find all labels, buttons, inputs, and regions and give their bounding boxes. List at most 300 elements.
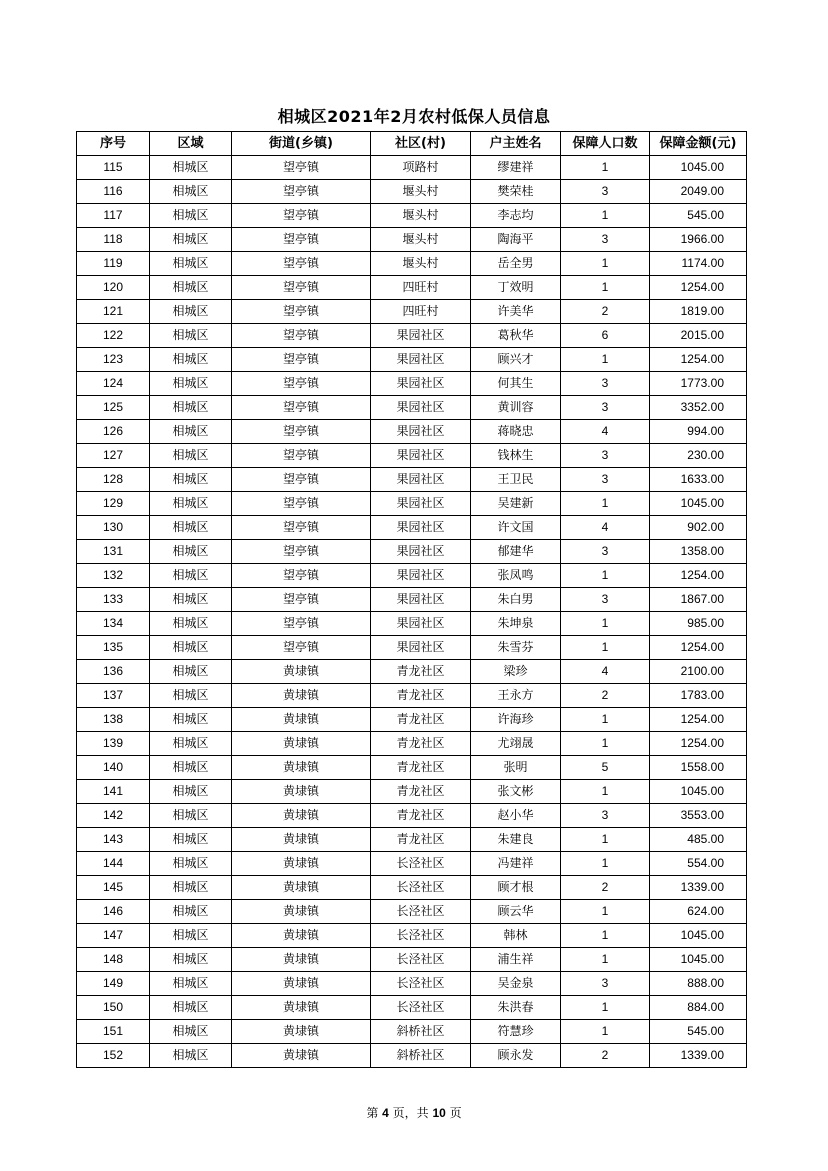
table-row: [77, 372, 747, 396]
street-cell: 望亭镇: [232, 396, 371, 420]
householder-cell: 浦生祥: [471, 948, 561, 972]
amount-cell: 3352.00: [650, 396, 747, 420]
region-cell: 相城区: [150, 516, 232, 540]
region-cell: 相城区: [150, 996, 232, 1020]
householder-cell: 许美华: [471, 300, 561, 324]
street-cell: 望亭镇: [232, 276, 371, 300]
region-cell: 相城区: [150, 828, 232, 852]
index-cell: 128: [77, 468, 150, 492]
street-cell: 望亭镇: [232, 180, 371, 204]
index-cell: 146: [77, 900, 150, 924]
document-title: 相城区2021年2月农村低保人员信息: [277, 107, 551, 126]
street-cell: 望亭镇: [232, 324, 371, 348]
householder-cell: 黄训容: [471, 396, 561, 420]
region-cell: 相城区: [150, 900, 232, 924]
region-cell: 相城区: [150, 156, 232, 180]
region-cell: 相城区: [150, 372, 232, 396]
people-count-cell: 1: [561, 780, 650, 804]
people-count-cell: 4: [561, 660, 650, 684]
amount-cell: 545.00: [650, 1020, 747, 1044]
street-cell: 黄埭镇: [232, 660, 371, 684]
street-cell: 黄埭镇: [232, 1020, 371, 1044]
community-cell: 青龙社区: [371, 708, 471, 732]
community-cell: 果园社区: [371, 564, 471, 588]
people-count-cell: 3: [561, 372, 650, 396]
householder-cell: 樊荣桂: [471, 180, 561, 204]
householder-cell: 王卫民: [471, 468, 561, 492]
people-count-cell: 3: [561, 180, 650, 204]
index-cell: 151: [77, 1020, 150, 1044]
amount-cell: 1819.00: [650, 300, 747, 324]
street-cell: 望亭镇: [232, 468, 371, 492]
people-count-cell: 1: [561, 828, 650, 852]
region-cell: 相城区: [150, 948, 232, 972]
street-cell: 黄埭镇: [232, 924, 371, 948]
region-cell: 相城区: [150, 684, 232, 708]
amount-cell: 545.00: [650, 204, 747, 228]
community-cell: 果园社区: [371, 420, 471, 444]
street-cell: 黄埭镇: [232, 876, 371, 900]
column-header-street: 街道(乡镇): [232, 132, 371, 156]
street-cell: 望亭镇: [232, 444, 371, 468]
index-cell: 130: [77, 516, 150, 540]
people-count-cell: 1: [561, 900, 650, 924]
region-cell: 相城区: [150, 732, 232, 756]
index-cell: 118: [77, 228, 150, 252]
householder-cell: 李志均: [471, 204, 561, 228]
index-cell: 138: [77, 708, 150, 732]
index-cell: 115: [77, 156, 150, 180]
street-cell: 黄埭镇: [232, 828, 371, 852]
region-cell: 相城区: [150, 1044, 232, 1068]
householder-cell: 许海珍: [471, 708, 561, 732]
people-count-cell: 6: [561, 324, 650, 348]
householder-cell: 吴金泉: [471, 972, 561, 996]
community-cell: 四旺村: [371, 300, 471, 324]
region-cell: 相城区: [150, 804, 232, 828]
region-cell: 相城区: [150, 612, 232, 636]
table-row: [77, 996, 747, 1020]
footer-total-pages: 10: [432, 1106, 446, 1120]
community-cell: 堰头村: [371, 204, 471, 228]
table-row: [77, 204, 747, 228]
street-cell: 望亭镇: [232, 492, 371, 516]
table-row: [77, 252, 747, 276]
amount-cell: 624.00: [650, 900, 747, 924]
amount-cell: 2049.00: [650, 180, 747, 204]
amount-cell: 985.00: [650, 612, 747, 636]
street-cell: 望亭镇: [232, 516, 371, 540]
region-cell: 相城区: [150, 444, 232, 468]
community-cell: 果园社区: [371, 636, 471, 660]
amount-cell: 1254.00: [650, 636, 747, 660]
table-row: [77, 852, 747, 876]
page-footer: [0, 1104, 828, 1121]
amount-cell: 1966.00: [650, 228, 747, 252]
amount-cell: 884.00: [650, 996, 747, 1020]
footer-suffix: 页: [445, 1106, 462, 1120]
table-row: [77, 420, 747, 444]
index-cell: 131: [77, 540, 150, 564]
householder-cell: 梁珍: [471, 660, 561, 684]
people-count-cell: 3: [561, 228, 650, 252]
table-row: [77, 588, 747, 612]
amount-cell: 1773.00: [650, 372, 747, 396]
community-cell: 果园社区: [371, 492, 471, 516]
people-count-cell: 1: [561, 156, 650, 180]
table-body: [77, 156, 747, 1068]
footer-prefix: 第: [366, 1106, 383, 1120]
people-count-cell: 1: [561, 348, 650, 372]
people-count-cell: 3: [561, 468, 650, 492]
street-cell: 黄埭镇: [232, 948, 371, 972]
people-count-cell: 5: [561, 756, 650, 780]
region-cell: 相城区: [150, 348, 232, 372]
community-cell: 青龙社区: [371, 660, 471, 684]
community-cell: 长泾社区: [371, 924, 471, 948]
amount-cell: 1254.00: [650, 708, 747, 732]
amount-cell: 1358.00: [650, 540, 747, 564]
table-row: [77, 900, 747, 924]
people-count-cell: 1: [561, 564, 650, 588]
people-count-cell: 4: [561, 516, 650, 540]
householder-cell: 顾永发: [471, 1044, 561, 1068]
index-cell: 141: [77, 780, 150, 804]
householder-cell: 郁建华: [471, 540, 561, 564]
table-row: [77, 828, 747, 852]
street-cell: 望亭镇: [232, 156, 371, 180]
street-cell: 望亭镇: [232, 612, 371, 636]
householder-cell: 朱雪芬: [471, 636, 561, 660]
householder-cell: 赵小华: [471, 804, 561, 828]
index-cell: 147: [77, 924, 150, 948]
index-cell: 140: [77, 756, 150, 780]
community-cell: 青龙社区: [371, 756, 471, 780]
index-cell: 132: [77, 564, 150, 588]
people-count-cell: 1: [561, 612, 650, 636]
community-cell: 堰头村: [371, 252, 471, 276]
region-cell: 相城区: [150, 300, 232, 324]
table-row: [77, 924, 747, 948]
table-row: [77, 156, 747, 180]
street-cell: 黄埭镇: [232, 804, 371, 828]
people-count-cell: 2: [561, 300, 650, 324]
street-cell: 望亭镇: [232, 252, 371, 276]
table-row: [77, 636, 747, 660]
table-row: [77, 276, 747, 300]
people-count-cell: 3: [561, 444, 650, 468]
table-row: [77, 612, 747, 636]
index-cell: 125: [77, 396, 150, 420]
region-cell: 相城区: [150, 924, 232, 948]
community-cell: 青龙社区: [371, 780, 471, 804]
region-cell: 相城区: [150, 396, 232, 420]
community-cell: 果园社区: [371, 612, 471, 636]
householder-cell: 符慧珍: [471, 1020, 561, 1044]
community-cell: 四旺村: [371, 276, 471, 300]
householder-cell: 何其生: [471, 372, 561, 396]
community-cell: 长泾社区: [371, 948, 471, 972]
table-row: [77, 732, 747, 756]
low-income-table: [76, 131, 747, 1068]
table-row: [77, 444, 747, 468]
region-cell: 相城区: [150, 972, 232, 996]
table-row: [77, 684, 747, 708]
amount-cell: 1254.00: [650, 348, 747, 372]
region-cell: 相城区: [150, 1020, 232, 1044]
table-row: [77, 708, 747, 732]
table-row: [77, 780, 747, 804]
amount-cell: 888.00: [650, 972, 747, 996]
householder-cell: 朱坤泉: [471, 612, 561, 636]
community-cell: 青龙社区: [371, 684, 471, 708]
householder-cell: 朱洪春: [471, 996, 561, 1020]
index-cell: 133: [77, 588, 150, 612]
householder-cell: 顾云华: [471, 900, 561, 924]
column-header-index: 序号: [77, 132, 150, 156]
table-header-row: [77, 132, 747, 156]
householder-cell: 朱白男: [471, 588, 561, 612]
region-cell: 相城区: [150, 660, 232, 684]
householder-cell: 韩林: [471, 924, 561, 948]
index-cell: 145: [77, 876, 150, 900]
householder-cell: 陶海平: [471, 228, 561, 252]
region-cell: 相城区: [150, 228, 232, 252]
region-cell: 相城区: [150, 540, 232, 564]
householder-cell: 蒋晓忠: [471, 420, 561, 444]
region-cell: 相城区: [150, 636, 232, 660]
people-count-cell: 2: [561, 1044, 650, 1068]
people-count-cell: 1: [561, 948, 650, 972]
table-row: [77, 228, 747, 252]
community-cell: 青龙社区: [371, 732, 471, 756]
community-cell: 果园社区: [371, 516, 471, 540]
index-cell: 122: [77, 324, 150, 348]
index-cell: 129: [77, 492, 150, 516]
street-cell: 黄埭镇: [232, 732, 371, 756]
region-cell: 相城区: [150, 756, 232, 780]
region-cell: 相城区: [150, 180, 232, 204]
region-cell: 相城区: [150, 564, 232, 588]
table-row: [77, 492, 747, 516]
street-cell: 黄埭镇: [232, 900, 371, 924]
table-row: [77, 756, 747, 780]
index-cell: 149: [77, 972, 150, 996]
householder-cell: 朱建良: [471, 828, 561, 852]
community-cell: 斜桥社区: [371, 1044, 471, 1068]
region-cell: 相城区: [150, 492, 232, 516]
householder-cell: 顾兴才: [471, 348, 561, 372]
region-cell: 相城区: [150, 204, 232, 228]
index-cell: 139: [77, 732, 150, 756]
people-count-cell: 3: [561, 540, 650, 564]
people-count-cell: 1: [561, 1020, 650, 1044]
community-cell: 果园社区: [371, 372, 471, 396]
householder-cell: 张明: [471, 756, 561, 780]
community-cell: 堰头村: [371, 228, 471, 252]
householder-cell: 顾才根: [471, 876, 561, 900]
index-cell: 148: [77, 948, 150, 972]
community-cell: 果园社区: [371, 468, 471, 492]
index-cell: 123: [77, 348, 150, 372]
people-count-cell: 1: [561, 276, 650, 300]
community-cell: 果园社区: [371, 540, 471, 564]
householder-cell: 许文国: [471, 516, 561, 540]
table-row: [77, 516, 747, 540]
amount-cell: 1045.00: [650, 924, 747, 948]
people-count-cell: 1: [561, 852, 650, 876]
index-cell: 127: [77, 444, 150, 468]
community-cell: 长泾社区: [371, 876, 471, 900]
amount-cell: 1558.00: [650, 756, 747, 780]
amount-cell: 902.00: [650, 516, 747, 540]
region-cell: 相城区: [150, 252, 232, 276]
table-row: [77, 972, 747, 996]
community-cell: 果园社区: [371, 324, 471, 348]
street-cell: 黄埭镇: [232, 1044, 371, 1068]
amount-cell: 554.00: [650, 852, 747, 876]
amount-cell: 994.00: [650, 420, 747, 444]
footer-mid: 页，共: [388, 1106, 433, 1120]
community-cell: 长泾社区: [371, 852, 471, 876]
householder-cell: 张凤鸣: [471, 564, 561, 588]
community-cell: 长泾社区: [371, 900, 471, 924]
amount-cell: 485.00: [650, 828, 747, 852]
community-cell: 青龙社区: [371, 828, 471, 852]
table-row: [77, 468, 747, 492]
amount-cell: 2100.00: [650, 660, 747, 684]
householder-cell: 吴建新: [471, 492, 561, 516]
street-cell: 黄埭镇: [232, 972, 371, 996]
people-count-cell: 1: [561, 204, 650, 228]
table-row: [77, 324, 747, 348]
householder-cell: 王永方: [471, 684, 561, 708]
column-header-amount: 保障金额(元): [650, 132, 747, 156]
index-cell: 142: [77, 804, 150, 828]
column-header-community: 社区(村): [371, 132, 471, 156]
people-count-cell: 1: [561, 924, 650, 948]
amount-cell: 1045.00: [650, 492, 747, 516]
amount-cell: 1867.00: [650, 588, 747, 612]
table-row: [77, 180, 747, 204]
index-cell: 137: [77, 684, 150, 708]
amount-cell: 3553.00: [650, 804, 747, 828]
householder-cell: 钱林生: [471, 444, 561, 468]
people-count-cell: 4: [561, 420, 650, 444]
amount-cell: 1254.00: [650, 564, 747, 588]
community-cell: 长泾社区: [371, 972, 471, 996]
community-cell: 果园社区: [371, 588, 471, 612]
region-cell: 相城区: [150, 468, 232, 492]
table-row: [77, 660, 747, 684]
table-row: [77, 1020, 747, 1044]
street-cell: 望亭镇: [232, 348, 371, 372]
householder-cell: 尤翊晟: [471, 732, 561, 756]
street-cell: 望亭镇: [232, 564, 371, 588]
people-count-cell: 1: [561, 732, 650, 756]
amount-cell: 1339.00: [650, 1044, 747, 1068]
table-row: [77, 804, 747, 828]
table-row: [77, 348, 747, 372]
householder-cell: 张文彬: [471, 780, 561, 804]
people-count-cell: 3: [561, 588, 650, 612]
street-cell: 望亭镇: [232, 636, 371, 660]
column-header-householder: 户主姓名: [471, 132, 561, 156]
householder-cell: 冯建祥: [471, 852, 561, 876]
amount-cell: 230.00: [650, 444, 747, 468]
amount-cell: 1045.00: [650, 780, 747, 804]
column-header-region: 区域: [150, 132, 232, 156]
people-count-cell: 2: [561, 876, 650, 900]
street-cell: 黄埭镇: [232, 996, 371, 1020]
community-cell: 堰头村: [371, 180, 471, 204]
community-cell: 斜桥社区: [371, 1020, 471, 1044]
street-cell: 黄埭镇: [232, 684, 371, 708]
region-cell: 相城区: [150, 276, 232, 300]
community-cell: 项路村: [371, 156, 471, 180]
householder-cell: 葛秋华: [471, 324, 561, 348]
amount-cell: 1045.00: [650, 156, 747, 180]
index-cell: 135: [77, 636, 150, 660]
street-cell: 黄埭镇: [232, 780, 371, 804]
people-count-cell: 1: [561, 636, 650, 660]
people-count-cell: 1: [561, 492, 650, 516]
region-cell: 相城区: [150, 780, 232, 804]
community-cell: 青龙社区: [371, 804, 471, 828]
index-cell: 116: [77, 180, 150, 204]
region-cell: 相城区: [150, 324, 232, 348]
street-cell: 黄埭镇: [232, 756, 371, 780]
table-row: [77, 540, 747, 564]
amount-cell: 1045.00: [650, 948, 747, 972]
amount-cell: 1633.00: [650, 468, 747, 492]
street-cell: 望亭镇: [232, 420, 371, 444]
region-cell: 相城区: [150, 876, 232, 900]
community-cell: 长泾社区: [371, 996, 471, 1020]
street-cell: 黄埭镇: [232, 852, 371, 876]
index-cell: 120: [77, 276, 150, 300]
table-row: [77, 876, 747, 900]
table-row: [77, 564, 747, 588]
index-cell: 124: [77, 372, 150, 396]
index-cell: 126: [77, 420, 150, 444]
people-count-cell: 1: [561, 708, 650, 732]
amount-cell: 1254.00: [650, 276, 747, 300]
street-cell: 黄埭镇: [232, 708, 371, 732]
amount-cell: 1339.00: [650, 876, 747, 900]
column-header-people-count: 保障人口数: [561, 132, 650, 156]
people-count-cell: 3: [561, 396, 650, 420]
householder-cell: 岳全男: [471, 252, 561, 276]
people-count-cell: 3: [561, 804, 650, 828]
table-row: [77, 1044, 747, 1068]
index-cell: 152: [77, 1044, 150, 1068]
amount-cell: 1254.00: [650, 732, 747, 756]
region-cell: 相城区: [150, 420, 232, 444]
community-cell: 果园社区: [371, 396, 471, 420]
table-row: [77, 396, 747, 420]
table-row: [77, 300, 747, 324]
householder-cell: 丁效明: [471, 276, 561, 300]
street-cell: 望亭镇: [232, 372, 371, 396]
footer-page-number: 4: [382, 1106, 389, 1120]
street-cell: 望亭镇: [232, 300, 371, 324]
region-cell: 相城区: [150, 588, 232, 612]
index-cell: 136: [77, 660, 150, 684]
index-cell: 150: [77, 996, 150, 1020]
householder-cell: 缪建祥: [471, 156, 561, 180]
amount-cell: 1174.00: [650, 252, 747, 276]
